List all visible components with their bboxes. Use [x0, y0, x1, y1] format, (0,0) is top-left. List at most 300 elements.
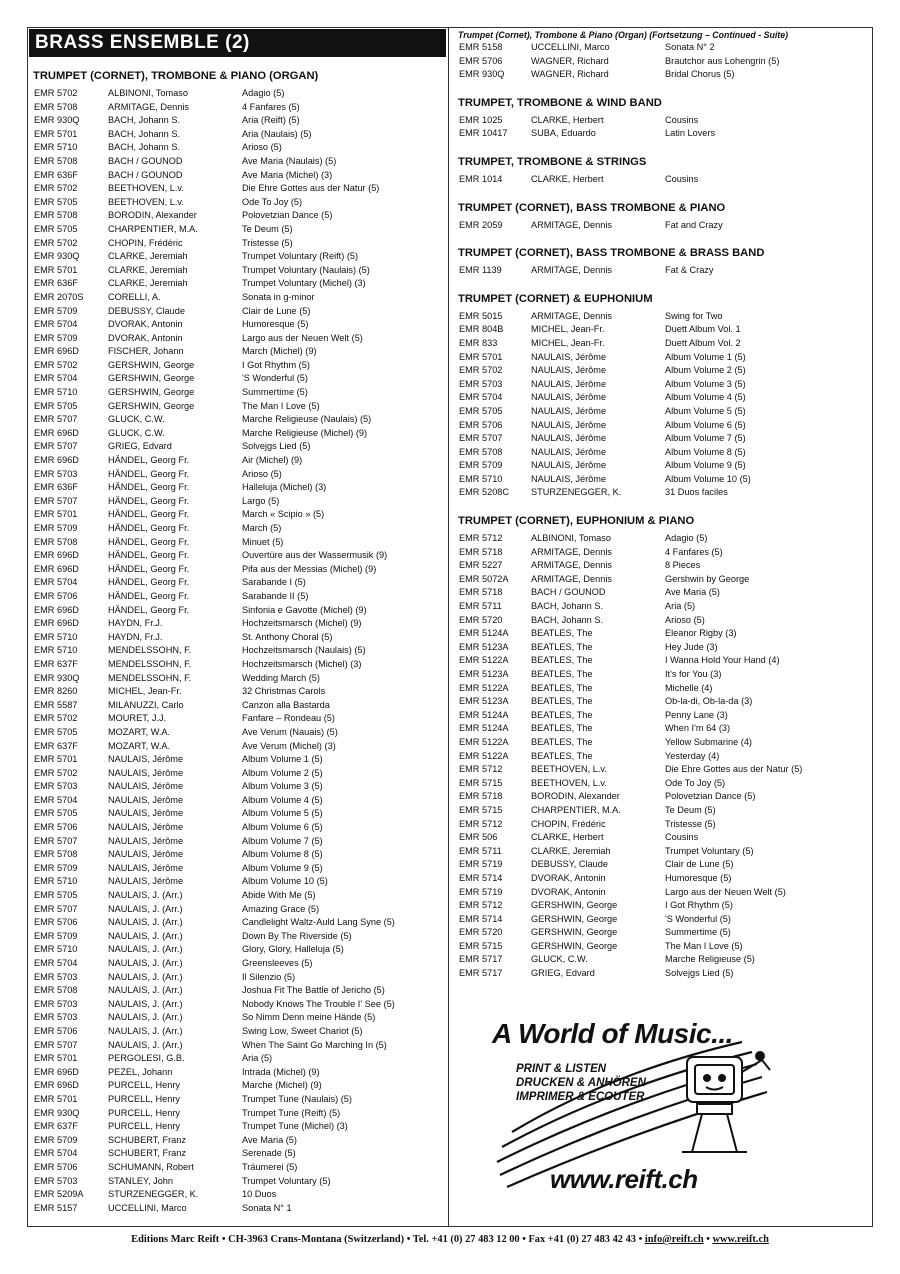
composer: MOZART, W.A.: [108, 740, 171, 751]
piece-title: Gershwin by George: [665, 573, 750, 584]
catalog-number: EMR 5709: [34, 930, 78, 941]
piece-title: Trumpet Tune (Naulais) (5): [242, 1093, 352, 1104]
catalog-row: [29, 1161, 446, 1175]
ad-website[interactable]: www.reift.ch: [550, 1164, 698, 1194]
catalog-number: EMR 5715: [459, 940, 503, 951]
catalog-number: EMR 5158: [459, 42, 503, 52]
piece-title: 'S Wonderful (5): [242, 373, 308, 384]
catalog-number: EMR 5707: [34, 1039, 78, 1050]
catalog-number: EMR 8260: [34, 686, 78, 697]
composer: MENDELSSOHN, F.: [108, 672, 192, 683]
piece-title: Hochzeitsmarsch (Michel) (3): [242, 658, 362, 669]
composer: NAULAIS, Jérôme: [108, 808, 184, 819]
catalog-row: [29, 576, 446, 590]
catalog-number: EMR 5708: [459, 446, 503, 457]
catalog-row: [452, 446, 870, 460]
catalog-number: EMR 5701: [34, 509, 78, 520]
piece-title: Penny Lane (3): [665, 709, 728, 720]
catalog-row: [29, 101, 446, 115]
composer: HÄNDEL, Georg Fr.: [108, 455, 190, 466]
piece-title: 10 Duos: [242, 1189, 277, 1200]
section-heading: TRUMPET (CORNET), BASS TROMBONE & PIANO: [458, 201, 726, 214]
catalog-number: EMR 5122A: [459, 682, 509, 693]
catalog-row: [29, 998, 446, 1012]
catalog-row: [29, 1107, 446, 1121]
catalog-row: [29, 1025, 446, 1039]
catalog-row: [29, 468, 446, 482]
piece-title: Amazing Grace (5): [242, 903, 320, 914]
catalog-row: [29, 128, 446, 142]
piece-title: Cousins: [665, 114, 699, 125]
composer: FISCHER, Johann: [108, 346, 184, 357]
left-sections: [29, 67, 446, 1215]
piece-title: March (5): [242, 523, 282, 533]
catalog-row: [452, 682, 870, 696]
composer: BORODIN, Alexander: [531, 791, 620, 802]
piece-title: Summertime (5): [242, 387, 308, 398]
ad-headline: A World of Music...: [492, 1018, 733, 1049]
catalog-row: [29, 440, 446, 454]
catalog-number: EMR 5703: [34, 998, 78, 1009]
piece-title: I Got Rhythm (5): [242, 359, 310, 370]
catalog-number: EMR 5157: [34, 1202, 78, 1213]
ad-tagline-1: PRINT & LISTEN: [516, 1063, 607, 1075]
catalog-row: [29, 386, 446, 400]
composer: MOZART, W.A.: [108, 726, 171, 737]
piece-title: Ode To Joy (5): [665, 777, 726, 788]
catalog-number: EMR 5714: [459, 913, 503, 924]
composer: BACH / GOUNOD: [108, 169, 183, 180]
piece-title: Down By The Riverside (5): [242, 930, 352, 941]
catalog-row: [29, 359, 446, 373]
catalog-row: [452, 486, 870, 500]
piece-title: Sonata N° 1: [242, 1202, 292, 1213]
catalog-number: EMR 5720: [459, 927, 503, 938]
piece-title: Sarabande II (5): [242, 590, 309, 601]
composer: NAULAIS, J. (Arr.): [108, 903, 183, 914]
catalog-number: EMR 696D: [34, 604, 79, 615]
catalog-number: EMR 5123A: [459, 641, 509, 652]
catalog-number: EMR 5124A: [459, 628, 509, 639]
left-column: [29, 29, 446, 1215]
catalog-number: EMR 696D: [34, 618, 79, 629]
catalog-number: EMR 5704: [34, 319, 78, 330]
composer: CHARPENTIER, M.A.: [108, 223, 198, 234]
composer: BEATLES, The: [531, 723, 593, 734]
composer: NAULAIS, Jérôme: [531, 473, 607, 484]
piece-title: Album Volume 1 (5): [665, 351, 746, 362]
catalog-number: EMR 5718: [459, 546, 503, 557]
catalog-number: EMR 5717: [459, 968, 503, 979]
catalog-row: [29, 984, 446, 998]
catalog-number: EMR 5587: [34, 699, 78, 710]
catalog-number: EMR 5702: [34, 359, 78, 370]
composer: CLARKE, Jeremiah: [531, 845, 611, 856]
catalog-row: [29, 740, 446, 754]
piece-title: I Got Rhythm (5): [665, 900, 733, 911]
catalog-row: [452, 55, 870, 69]
catalog-number: EMR 637F: [34, 740, 78, 751]
catalog-row: [29, 767, 446, 781]
catalog-number: EMR 5702: [34, 88, 78, 98]
piece-title: Album Volume 5 (5): [665, 405, 746, 416]
composer: GLUCK, C.W.: [531, 954, 588, 965]
catalog-row: [29, 1066, 446, 1080]
catalog-number: EMR 5072A: [459, 573, 509, 584]
catalog-number: EMR 5704: [34, 794, 78, 805]
section-heading: TRUMPET (CORNET), TROMBONE & PIANO (ORGAN): [33, 70, 319, 82]
piece-title: 4 Fanfares (5): [665, 546, 723, 557]
piece-title: Latin Lovers: [665, 128, 716, 139]
catalog-row: [452, 709, 870, 723]
catalog-row: [452, 600, 870, 614]
composer: STANLEY, John: [108, 1175, 174, 1186]
catalog-row: [29, 345, 446, 359]
catalog-number: EMR 5702: [34, 767, 78, 778]
composer: CLARKE, Herbert: [531, 114, 604, 125]
composer: NAULAIS, Jérôme: [108, 862, 184, 873]
composer: NAULAIS, J. (Arr.): [108, 958, 183, 968]
piece-title: Joshua Fit The Battle of Jericho (5): [242, 985, 385, 996]
piece-title: Il Silenzio (5): [242, 971, 296, 982]
piece-title: Aria (5): [665, 601, 696, 612]
catalog-number: EMR 5701: [34, 1093, 78, 1104]
section-heading: TRUMPET (CORNET), BASS TROMBONE & BRASS BAND: [458, 247, 765, 260]
composer: HÄNDEL, Georg Fr.: [108, 509, 190, 520]
composer: GRIEG, Edvard: [108, 441, 172, 452]
catalog-row: [29, 87, 446, 101]
catalog-row: [29, 658, 446, 672]
catalog-number: EMR 5719: [459, 859, 503, 870]
catalog-row: [29, 1093, 446, 1107]
composer: BACH, Johann S.: [108, 128, 181, 139]
catalog-number: EMR 1014: [459, 173, 503, 184]
catalog-row: [29, 604, 446, 618]
catalog-number: EMR 5122A: [459, 750, 509, 761]
catalog-row: [29, 753, 446, 767]
catalog-row: [452, 614, 870, 628]
piece-title: Album Volume 10 (5): [242, 876, 328, 887]
piece-title: Trumpet Voluntary (5): [242, 1175, 331, 1186]
composer: NAULAIS, J. (Arr.): [108, 1012, 183, 1023]
composer: BACH, Johann S.: [108, 142, 181, 153]
composer: HÄNDEL, Georg Fr.: [108, 563, 190, 574]
section-heading: TRUMPET (CORNET), EUPHONIUM & PIANO: [458, 515, 695, 528]
composer: BACH, Johann S.: [108, 115, 181, 126]
catalog-row: [29, 305, 446, 319]
composer: UCCELLINI, Marco: [531, 42, 610, 52]
catalog-number: EMR 506: [459, 832, 498, 843]
piece-title: Michelle (4): [665, 682, 713, 693]
catalog-row: [29, 1079, 446, 1093]
piece-title: Greensleeves (5): [242, 958, 313, 968]
piece-title: Aria (5): [242, 1053, 273, 1064]
catalog-number: EMR 5709: [34, 332, 78, 343]
piece-title: Ouvertüre aus der Wassermusik (9): [242, 550, 388, 561]
catalog-number: EMR 5706: [34, 1025, 78, 1036]
catalog-row: [29, 889, 446, 903]
composer: PERGOLESI, G.B.: [108, 1053, 185, 1064]
composer: MILANUZZI, Carlo: [108, 699, 184, 710]
composer: SCHUMANN, Robert: [108, 1161, 194, 1172]
catalog-row: [452, 695, 870, 709]
catalog-number: EMR 5122A: [459, 655, 509, 666]
catalog-number: EMR 5708: [34, 985, 78, 996]
piece-title: The Man I Love (5): [242, 400, 320, 411]
catalog-row: [29, 209, 446, 223]
ad-tagline-2: DRUCKEN & ANHÖREN: [516, 1077, 646, 1089]
composer: CLARKE, Jeremiah: [108, 278, 188, 289]
piece-title: Trumpet Voluntary (Reift) (5): [242, 251, 359, 262]
catalog-row: [452, 790, 870, 804]
catalog-number: EMR 5715: [459, 777, 503, 788]
composer: NAULAIS, J. (Arr.): [108, 890, 183, 901]
composer: NAULAIS, J. (Arr.): [108, 917, 183, 928]
catalog-number: EMR 833: [459, 337, 498, 348]
piece-title: Album Volume 7 (5): [242, 835, 323, 846]
piece-title: Album Volume 9 (5): [665, 460, 746, 471]
catalog-row: [452, 378, 870, 392]
catalog-row: [29, 508, 446, 522]
catalog-row: [452, 858, 870, 872]
catalog-number: EMR 696D: [34, 455, 79, 466]
footer-website-link[interactable]: www.reift.ch: [712, 1234, 769, 1245]
piece-title: So Nimm Denn meine Hände (5): [242, 1012, 376, 1023]
catalog-row: [29, 454, 446, 468]
piece-title: When The Saint Go Marching In (5): [242, 1039, 387, 1050]
piece-title: Trumpet Voluntary (Michel) (3): [242, 278, 366, 289]
catalog-row: [29, 481, 446, 495]
catalog-row: [29, 794, 446, 808]
catalog-number: EMR 5704: [34, 577, 78, 588]
piece-title: Halleluja (Michel) (3): [242, 482, 327, 493]
piece-title: Arioso (5): [242, 468, 282, 479]
composer: NAULAIS, Jérôme: [531, 378, 607, 389]
piece-title: Trumpet Voluntary (5): [665, 845, 754, 856]
catalog-row: [452, 668, 870, 682]
composer: GERSHWIN, George: [531, 927, 618, 938]
catalog-number: EMR 930Q: [34, 251, 80, 262]
piece-title: Polovetzian Dance (5): [242, 210, 333, 221]
catalog-row: [29, 277, 446, 291]
piece-title: Arioso (5): [665, 614, 705, 625]
catalog-number: EMR 5712: [459, 818, 503, 829]
piece-title: The Man I Love (5): [665, 940, 743, 951]
piece-title: Album Volume 4 (5): [242, 794, 323, 805]
catalog-number: EMR 5705: [34, 223, 78, 234]
piece-title: Aria (Naulais) (5): [242, 128, 312, 139]
catalog-number: EMR 930Q: [34, 1107, 80, 1118]
piece-title: Glory, Glory, Halleluja (5): [242, 944, 344, 955]
composer: NAULAIS, Jérôme: [531, 446, 607, 457]
catalog-number: EMR 5704: [459, 392, 503, 403]
piece-title: Air (Michel) (9): [242, 455, 303, 466]
composer: PURCELL, Henry: [108, 1080, 180, 1091]
piece-title: Ave Maria (5): [242, 1134, 297, 1145]
catalog-row: [29, 141, 446, 155]
catalog-number: EMR 5705: [34, 726, 78, 737]
catalog-row: [452, 173, 870, 187]
composer: GERSHWIN, George: [108, 359, 195, 370]
composer: HÄNDEL, Georg Fr.: [108, 468, 190, 479]
catalog-row: [452, 391, 870, 405]
composer: SUBA, Eduardo: [531, 128, 596, 139]
catalog-row: [452, 323, 870, 337]
composer: NAULAIS, Jérôme: [108, 822, 184, 833]
column-divider: [448, 27, 449, 1227]
catalog-row: [29, 318, 446, 332]
catalog-row: [29, 971, 446, 985]
composer: GRIEG, Edvard: [531, 968, 595, 979]
piece-title: Ode To Joy (5): [242, 196, 303, 207]
catalog-row: [452, 419, 870, 433]
composer: HÄNDEL, Georg Fr.: [108, 577, 190, 588]
piece-title: Largo (5): [242, 495, 280, 506]
catalog-number: EMR 5707: [34, 495, 78, 506]
catalog-row: [29, 807, 446, 821]
piece-title: Pifa aus der Messias (Michel) (9): [242, 563, 377, 574]
composer: MOURET, J.J.: [108, 713, 167, 724]
catalog-row: [452, 953, 870, 967]
right-sections: [452, 94, 870, 981]
composer: BACH / GOUNOD: [108, 155, 183, 166]
catalog-row: [29, 1202, 446, 1216]
catalog-number: EMR 5209A: [34, 1189, 84, 1200]
catalog-number: EMR 930Q: [459, 69, 505, 80]
catalog-number: EMR 5227: [459, 560, 503, 571]
composer: BEATLES, The: [531, 750, 593, 761]
piece-title: Tristesse (5): [665, 818, 716, 829]
catalog-row: [29, 155, 446, 169]
piece-title: Minuet (5): [242, 536, 284, 547]
piece-title: Humoresque (5): [665, 872, 732, 883]
composer: NAULAIS, Jérôme: [108, 767, 184, 778]
catalog-number: EMR 5123A: [459, 696, 509, 707]
piece-title: Album Volume 7 (5): [665, 433, 746, 444]
catalog-row: [452, 926, 870, 940]
catalog-number: EMR 637F: [34, 1121, 78, 1132]
composer: GLUCK, C.W.: [108, 427, 165, 438]
catalog-number: EMR 5706: [34, 1161, 78, 1172]
piece-title: Tristesse (5): [242, 237, 293, 248]
computer-character-graphic: [682, 1052, 770, 1152]
piece-title: Sonata N° 2: [665, 42, 715, 52]
piece-title: Yellow Submarine (4): [665, 736, 752, 747]
composer: UCCELLINI, Marco: [108, 1202, 187, 1213]
piece-title: Clair de Lune (5): [242, 305, 311, 316]
footer: [0, 1234, 900, 1245]
composer: BEETHOVEN, L.v.: [531, 764, 607, 775]
piece-title: 4 Fanfares (5): [242, 101, 300, 112]
catalog-row: [452, 845, 870, 859]
piece-title: Humoresque (5): [242, 319, 309, 330]
piece-title: Adagio (5): [665, 533, 708, 544]
catalog-row: [452, 899, 870, 913]
composer: NAULAIS, Jérôme: [108, 781, 184, 792]
catalog-number: EMR 5709: [34, 305, 78, 316]
composer: ARMITAGE, Dennis: [531, 265, 613, 276]
piece-title: Largo aus der Neuen Welt (5): [665, 886, 786, 897]
catalog-row: [452, 750, 870, 764]
catalog-row: [29, 699, 446, 713]
catalog-row: [29, 250, 446, 264]
piece-title: Album Volume 9 (5): [242, 862, 323, 873]
catalog-row: [452, 546, 870, 560]
composer: WAGNER, Richard: [531, 69, 609, 80]
catalog-row: [452, 127, 870, 141]
composer: HÄNDEL, Georg Fr.: [108, 590, 190, 601]
piece-title: Nobody Knows The Trouble I' See (5): [242, 998, 395, 1009]
piece-title: When I'm 64 (3): [665, 723, 731, 734]
composer: BEATLES, The: [531, 682, 593, 693]
piece-title: Album Volume 1 (5): [242, 754, 323, 765]
piece-title: Fanfare – Rondeau (5): [242, 713, 335, 724]
catalog-number: EMR 5123A: [459, 669, 509, 679]
catalog-row: [452, 459, 870, 473]
piece-title: Brautchor aus Lohengrin (5): [665, 55, 780, 66]
catalog-number: EMR 5710: [459, 473, 503, 484]
advertisement: [492, 1012, 782, 1202]
catalog-number: EMR 5708: [34, 155, 78, 166]
catalog-number: EMR 5208C: [459, 487, 510, 498]
catalog-number: EMR 5714: [459, 872, 503, 883]
piece-title: Largo aus der Neuen Welt (5): [242, 332, 363, 343]
catalog-row: [452, 722, 870, 736]
composer: CHOPIN, Frédéric: [531, 818, 606, 829]
catalog-number: EMR 636F: [34, 482, 78, 493]
catalog-number: EMR 5705: [34, 196, 78, 207]
piece-title: Album Volume 5 (5): [242, 808, 323, 819]
composer: BACH, Johann S.: [531, 601, 604, 612]
catalog-number: EMR 1139: [459, 265, 502, 276]
piece-title: Hey Jude (3): [665, 641, 718, 652]
catalog-number: EMR 696D: [34, 563, 79, 574]
piece-title: Sonata in g-minor: [242, 291, 315, 302]
piece-title: Album Volume 4 (5): [665, 392, 746, 403]
piece-title: Sinfonia e Gavotte (Michel) (9): [242, 604, 367, 615]
catalog-row: [452, 641, 870, 655]
catalog-row: [29, 169, 446, 183]
catalog-row: [452, 351, 870, 365]
catalog-number: EMR 5719: [459, 886, 503, 897]
catalog-row: [29, 916, 446, 930]
piece-title: Album Volume 10 (5): [665, 473, 751, 484]
catalog-row: [452, 532, 870, 546]
catalog-row: [452, 310, 870, 324]
composer: NAULAIS, J. (Arr.): [108, 944, 183, 955]
catalog-row: [29, 536, 446, 550]
piece-title: Ave Maria (Michel) (3): [242, 169, 333, 180]
catalog-row: [452, 573, 870, 587]
piece-title: Arioso (5): [242, 142, 282, 153]
composer: ARMITAGE, Dennis: [531, 219, 613, 230]
piece-title: Serenade (5): [242, 1148, 296, 1159]
composer: BEATLES, The: [531, 641, 593, 652]
catalog-number: EMR 636F: [34, 169, 78, 180]
catalog-number: EMR 5710: [34, 387, 78, 398]
composer: ARMITAGE, Dennis: [531, 573, 613, 584]
composer: NAULAIS, Jérôme: [531, 405, 607, 416]
catalog-number: EMR 5712: [459, 533, 503, 544]
composer: MENDELSSOHN, F.: [108, 645, 192, 656]
composer: BACH / GOUNOD: [531, 587, 606, 598]
footer-email-link[interactable]: info@reift.ch: [644, 1234, 704, 1245]
catalog-row: [29, 332, 446, 346]
composer: GERSHWIN, George: [531, 900, 618, 911]
catalog-number: EMR 2059: [459, 219, 503, 230]
catalog-row: [29, 427, 446, 441]
composer: CHOPIN, Frédéric: [108, 237, 183, 248]
